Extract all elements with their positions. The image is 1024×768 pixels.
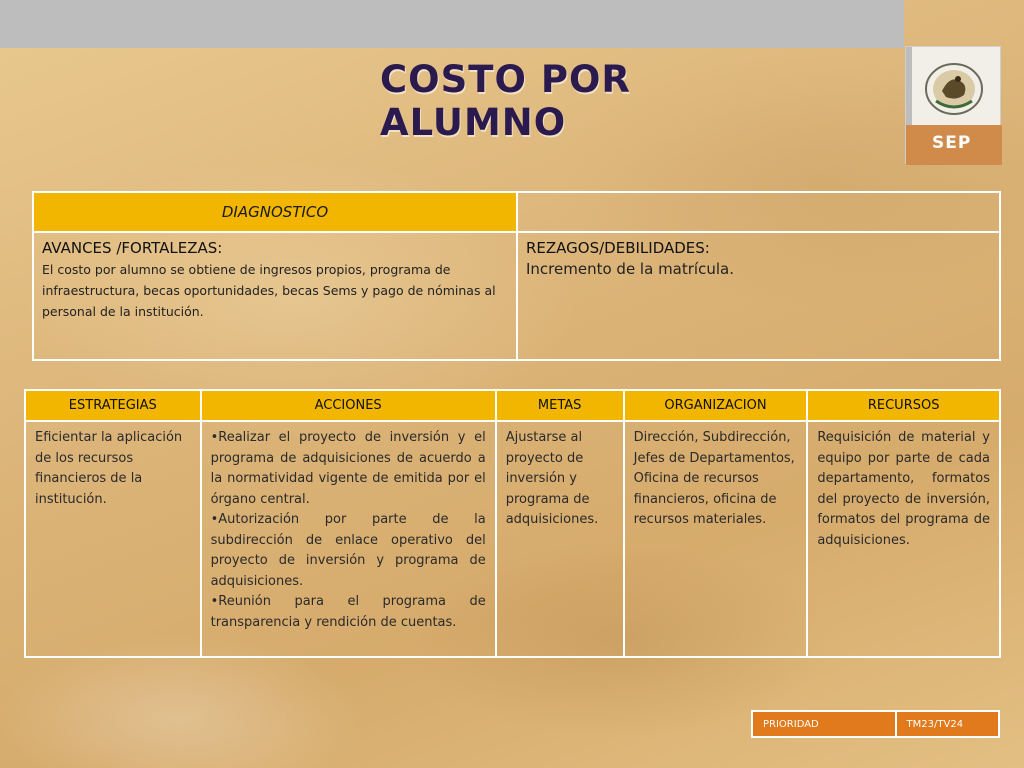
top-bar: [0, 0, 904, 48]
header-metas: METAS: [496, 390, 624, 421]
rezagos-title: REZAGOS/DEBILIDADES:: [526, 239, 710, 257]
acciones-cell: [201, 421, 496, 657]
header-organizacion: ORGANIZACION: [624, 390, 808, 421]
strategy-table: [24, 389, 1001, 658]
organizacion-cell: Dirección, Subdirección, Jefes de Departamentos, Oficina de recursos financieros, oficina de recursos materiales.: [624, 421, 808, 657]
logo-text: SEP: [932, 133, 972, 153]
header-acciones: ACCIONES: [201, 390, 496, 421]
recursos-cell: Requisición de material y equipo por parte de cada departamento, formatos del proyecto de inversión, formatos del programa de adquisiciones.: [807, 421, 1000, 657]
estrategias-cell: Eficientar la aplicación de los recursos financieros de la institución.: [25, 421, 201, 657]
accion-item: •Autorización por parte de la subdirección de enlace operativo del proyecto de inversión y programa de adquisiciones.: [210, 512, 486, 589]
header-estrategias: ESTRATEGIAS: [25, 390, 201, 421]
avances-cell: [33, 232, 517, 360]
rezagos-cell: [517, 232, 1000, 360]
footer-label: PRIORIDAD: [752, 711, 896, 737]
mexico-emblem-icon: [920, 57, 988, 117]
footer-value: TM23/TV24: [896, 711, 999, 737]
accion-item: •Realizar el proyecto de inversión y el programa de adquisiciones de acuerdo a la normatividad vigente de emitida por el órgano central.: [210, 430, 486, 507]
rezagos-text: Incremento de la matrícula.: [526, 260, 734, 278]
avances-title: AVANCES /FORTALEZAS:: [42, 239, 223, 257]
metas-cell: Ajustarse al proyecto de inversión y programa de adquisiciones.: [496, 421, 624, 657]
avances-text: El costo por alumno se obtiene de ingresos propios, programa de infraestructura, becas oportunidades, becas Sems y pago de nóminas al personal de la institución.: [42, 262, 496, 319]
footer-table: [751, 710, 1000, 738]
sep-logo: [905, 46, 1001, 164]
diagnostic-table: [32, 191, 1001, 361]
page-title: COSTO POR ALUMNO: [380, 58, 631, 144]
diagnostic-header-empty: [517, 192, 1000, 232]
diagnostic-header: DIAGNOSTICO: [33, 192, 517, 232]
accion-item: •Reunión para el programa de transparencia y rendición de cuentas.: [210, 594, 486, 630]
header-recursos: RECURSOS: [807, 390, 1000, 421]
